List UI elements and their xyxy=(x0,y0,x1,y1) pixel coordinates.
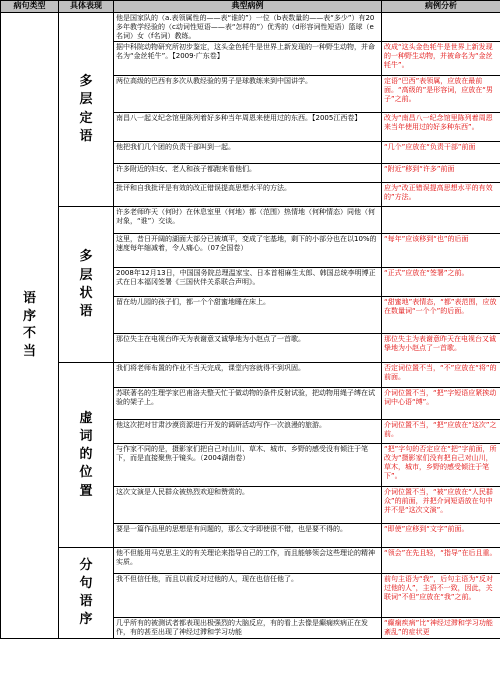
header-analysis: 病例分析 xyxy=(382,1,500,13)
example-cell: 他这次把对甘肃沙漠资源进行开发的调研活动写作一次浪漫的旅游。 xyxy=(114,420,382,444)
header-type: 病句类型 xyxy=(1,1,59,13)
form-label-char: 虚 xyxy=(79,410,93,426)
form-cell xyxy=(59,363,114,548)
example-cell: 这次文演是人民群众被热烈欢迎和赞赏的。 xyxy=(114,487,382,524)
example-cell: 许多附近的妇女、老人和孩子都跑来看他们。 xyxy=(114,164,382,183)
analysis-cell: “正式”应放在“签署”之前。 xyxy=(382,268,500,297)
example-cell: 几乎所有的被测试者都表现出极强烈的大脑反应，有的看上去像是癫痫疾病正在发作，有的甚至出现了神经过滞和学习功能 xyxy=(114,618,382,639)
example-cell: 2008年12月13日，中国国务院总理温家宝、日本首相麻生太郎、韩国总统李明博正式在日本福冈签署《三国伙伴关系联合声明》。 xyxy=(114,268,382,297)
analysis-cell: “每年”应该移到“也”的后面 xyxy=(382,234,500,268)
form-cell xyxy=(59,13,114,207)
example-cell: 要是一篇作品里的思想是有问题的，那么文字即使很不错，也是要不得的。 xyxy=(114,524,382,548)
analysis-cell: 介词位置不当，“把”应放在“这次”之前。 xyxy=(382,420,500,444)
analysis-cell: “即使”应移到“文字”前面。 xyxy=(382,524,500,548)
table-row xyxy=(1,13,500,42)
form-label-char: 多 xyxy=(79,74,93,90)
form-label-char: 词 xyxy=(79,428,93,444)
form-label-char: 多 xyxy=(79,249,93,265)
example-cell: 这里，昔日开阔的湖面大部分已被填平，变成了宅基地，剩下的小部分也在以10%的速度每年缩减着，令人痛心。（07全国卷） xyxy=(114,234,382,268)
form-label-char: 位 xyxy=(79,465,93,481)
header-form: 具体表现 xyxy=(59,1,114,13)
example-cell: 他是国家队的（a.表领属性的——表“谁的”）一位（b表数量的——表“多少”）有20多年教学经验的（c动词性短语——表“怎样的”）优秀的（d形容词性短语）篮球（e名词）女（f名词）教练。 xyxy=(114,13,382,42)
example-cell: 两位高级的巴西有多次从教经验的男子是球教练来到中国讲学。 xyxy=(114,76,382,113)
form-label-char: 层 xyxy=(79,92,93,108)
analysis-cell: “几个”应放在“负责干部”前面 xyxy=(382,142,500,164)
analysis-cell: 否定词位置不当，“不”应放在“将”的前面。 xyxy=(382,363,500,388)
example-cell: 苏联著名的生理学家巴甫洛夫整天忙于做动物的条件反射试验，把动物用绳子缚在试验的架子上。 xyxy=(114,388,382,420)
form-cell xyxy=(59,548,114,639)
example-cell: 许多老师昨天（何时）在休息室里（何地）都（范围）热情地（何种情态）同他（何对象，“谁”）交谈。 xyxy=(114,207,382,234)
form-label-char: 语 xyxy=(79,594,93,609)
type-label-char: 当 xyxy=(22,343,36,359)
form-label-char: 语 xyxy=(79,128,93,144)
example-cell: 他不但能用马克思主义的有关理论来指导自己的工作，而且能够领会这些理论的精神实质。 xyxy=(114,548,382,574)
analysis-cell: 改成“这头金色牦牛是世界上新发现的一种野生动物，并被命名为“金丝牦牛”。 xyxy=(382,42,500,76)
example-cell: 与作家不同的是，摄影家们把自己对山川、草木、城市、乡野的感受没有倾注于笔下，而是直接聚焦于镜头。（2004湖南卷） xyxy=(114,444,382,487)
analysis-cell: “领会”在先且轻，“指导”在后且重。 xyxy=(382,548,500,574)
example-cell: 批评和自我批评是有效的改正错误提高思想水平的方法。 xyxy=(114,183,382,207)
form-label-char: 层 xyxy=(79,267,93,283)
form-cell xyxy=(59,207,114,363)
type-label-char: 语 xyxy=(22,291,36,307)
type-label-char: 序 xyxy=(22,308,36,324)
form-label-char: 序 xyxy=(79,612,93,628)
example-cell: 留在幼儿园的孩子们，都一个个甜蜜地睡在床上。 xyxy=(114,297,382,334)
form-label-char: 的 xyxy=(79,447,93,463)
analysis-cell: 那位失主为表谢意昨天在电视台又诚挚地为小赵点了一首歌。 xyxy=(382,334,500,363)
form-label-char: 定 xyxy=(79,110,93,126)
example-cell: 据中科院动物研究所初步鉴定，这头金色牦牛是世界上新发现的一种野生动物，并命名为“金丝牦牛”。【2009·广东卷】 xyxy=(114,42,382,76)
table-row xyxy=(1,207,500,234)
example-cell: 我不但信任他，而且以前反对过他的人，现在也信任他了。 xyxy=(114,574,382,618)
analysis-cell: 介词位置不当，“被”应放在“人民群众”的前面，并把介词短语放在句中并不是“这次文演”。 xyxy=(382,487,500,524)
analysis-cell: “把”字句的否定应在“把”字前面，所改为“摄影家们没有把自己对山川，草木，城市，乡野的感受倾注于笔下”。 xyxy=(382,444,500,487)
example-cell: 我们将老师布置的作业不当天完成，课堂内容就得不到巩固。 xyxy=(114,363,382,388)
form-label-char: 分 xyxy=(79,557,93,573)
header-example: 典型病例 xyxy=(114,1,382,13)
analysis-cell: “甜蜜地”表情态，“都”表范围，应放在数量词“一个个”的后面。 xyxy=(382,297,500,334)
analysis-cell: “癫痫疾病”比“神经过滞和学习功能紊乱”的症状更 xyxy=(382,618,500,639)
table-row xyxy=(1,548,500,574)
analysis-cell: 介词位置不当，“把”字短语应紧挨动词中心语“缚”。 xyxy=(382,388,500,420)
analysis-cell: “附近”移到“许多”前面 xyxy=(382,164,500,183)
form-label-char: 状 xyxy=(79,285,93,301)
analysis-cell xyxy=(382,207,500,234)
header-row xyxy=(1,1,500,13)
analysis-cell: 定语“巴西”表领属，应放在最前面。“高级的”是形容词，应放在“男子”之前。 xyxy=(382,76,500,113)
form-label-char: 句 xyxy=(79,575,93,591)
analysis-cell: 应为“改正错误提高思想水平的有效的”方法。 xyxy=(382,183,500,207)
analysis-cell: 改为“南昌八一纪念馆里陈列着周恩来当年使用过的好多种东西”。 xyxy=(382,113,500,142)
analysis-cell xyxy=(382,13,500,42)
analysis-cell: 前句主语为“我”，后句主语为“反对过他的人”，主语不一致，因此，关联词“不但”应放在“我”之前。 xyxy=(382,574,500,618)
example-cell: 那位失主在电视台昨天为表谢意又诚挚地为小赵点了一首歌。 xyxy=(114,334,382,363)
type-cell xyxy=(1,13,59,639)
form-label-char: 置 xyxy=(79,483,93,499)
form-label-char: 语 xyxy=(79,303,93,319)
example-cell: 南昌八一起义纪念馆里陈列着好多种当年周恩来使用过的东西。【2005江西卷】 xyxy=(114,113,382,142)
type-label-char: 不 xyxy=(22,326,36,342)
table-row xyxy=(1,363,500,388)
example-cell: 他把我们几个团的负责干部叫到一起。 xyxy=(114,142,382,164)
